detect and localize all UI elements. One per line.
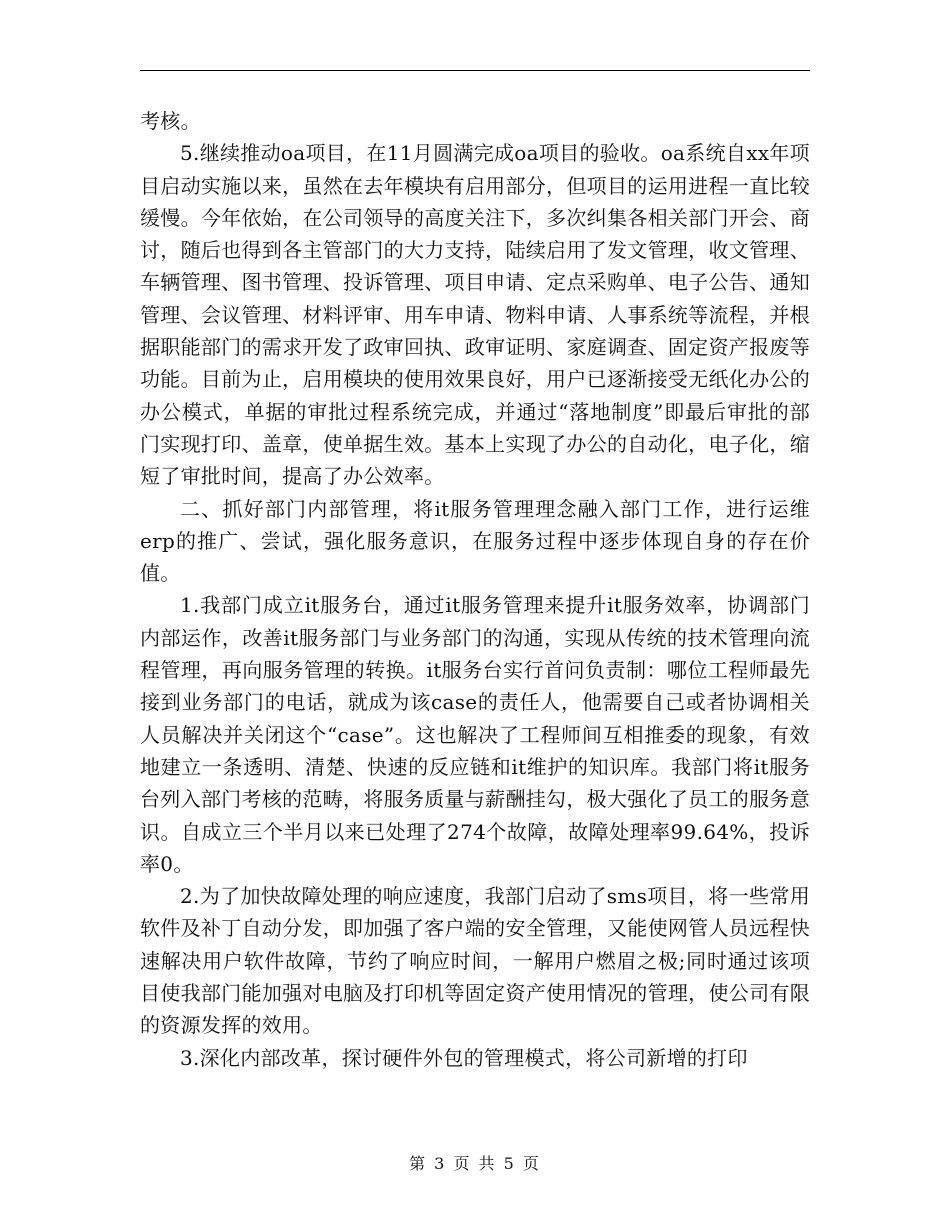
paragraph-internal-reform: 3.深化内部改革，探讨硬件外包的管理模式，将公司新增的打印 [180,1045,748,1070]
paragraph-section-two: 二、抓好部门内部管理，将it服务管理理念融入部门工作，进行运维erp的推广、尝试，强化服务意识，在服务过程中逐步体现自身的存在价值。 [140,496,810,586]
header-rule [140,70,810,71]
paragraph-continuation: 考核。 [140,109,201,133]
page-number: 第 3 页 共 5 页 [409,1154,541,1173]
paragraph-sms-project: 2.为了加快故障处理的响应速度，我部门启动了sms项目，将一些常用软件及补丁自动分发，即加强了客户端的安全管理，又能使网管人员远程快速解决用户软件故障，节约了响应时间，一解用户燃眉之极;同时通过该项目使我部门能加强对电脑及打印机等固定资产使用情况的管理，使公司有限的资源发挥的效用。 [140,884,810,1038]
document-body [140,105,810,1074]
paragraph-it-service-desk: 1.我部门成立it服务台，通过it服务管理来提升it服务效率，协调部门内部运作，改善it服务部门与业务部门的沟通，实现从传统的技术管理向流程管理，再向服务管理的转换。it服务台实行首问负责制：哪位工程师最先接到业务部门的电话，就成为该case的责任人，他需要自己或者协调相关人员解决并关闭这个“case”。这也解决了工程师间互相推委的现象，有效地建立一条透明、清楚、快速的反应链和it维护的知识库。我部门将it服务台列入部门考核的范畴，将服务质量与薪酬挂勾，极大强化了员工的服务意识。自成立三个半月以来已处理了274个故障，故障处理率99.64%，投诉率0。 [140,593,810,876]
paragraph-oa-project: 5.继续推动oa项目，在11月圆满完成oa项目的验收。oa系统自xx年项目启动实施以来，虽然在去年模块有启用部分，但项目的运用进程一直比较缓慢。今年依始，在公司领导的高度关注下，多次纠集各相关部门开会、商讨，随后也得到各主管部门的大力支持，陆续启用了发文管理，收文管理、车辆管理、图书管理、投诉管理、项目申请、定点采购单、电子公告、通知管理、会议管理、材料评审、用车申请、物料申请、人事系统等流程，并根据职能部门的需求开发了政审回执、政审证明、家庭调查、固定资产报废等功能。目前为止，启用模块的使用效果良好，用户已逐渐接受无纸化办公的办公模式，单据的审批过程系统完成，并通过“落地制度”即最后审批的部门实现打印、盖章，使单据生效。基本上实现了办公的自动化，电子化，缩短了审批时间，提高了办公效率。 [140,141,810,489]
